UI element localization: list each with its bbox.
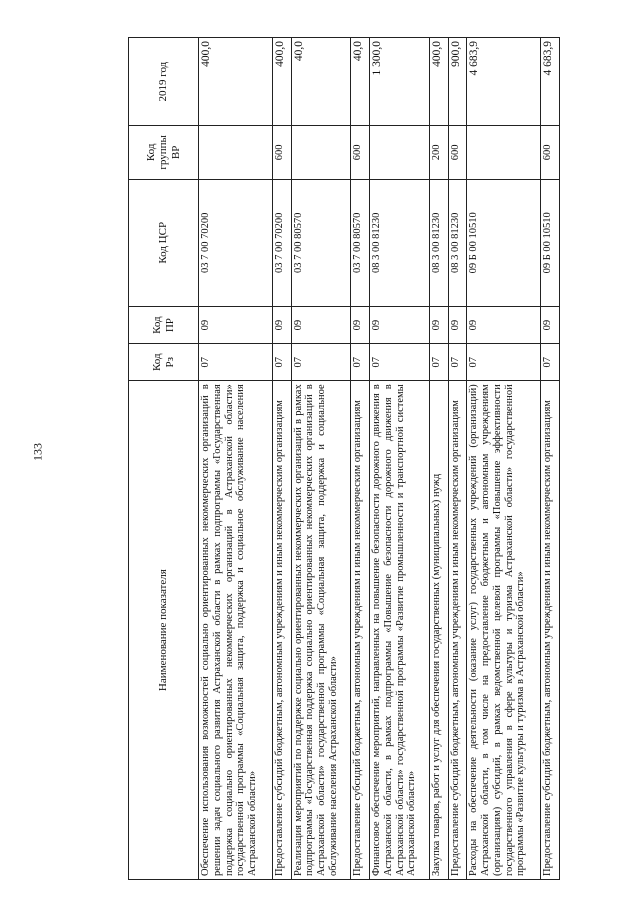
row-csr: 08 3 00 81230 [429,179,448,307]
row-amount: 40,0 [291,38,351,126]
row-pr: 09 [291,307,351,344]
header-name: Наименование показателя [129,381,199,880]
row-rz: 07 [370,344,430,381]
row-pr: 09 [429,307,448,344]
row-name: Обеспечение использования возможностей социально ориентированных некоммерческих организаций в решении задач социального развития Астраханской области в рамках подпрограммы «Государственная поддержка социально ориентированных некоммерческих организаций в Астраханской области» государственной программы «Социальная защита, поддержка и социальное обслуживание населения Астраханской области» [199,381,273,880]
row-rz: 07 [199,344,273,381]
row-csr: 09 Б 00 10510 [541,179,560,307]
row-name: Реализация мероприятий по поддержке социально ориентированных некоммерческих организаций в рамках подпрограммы «Государственная поддержка социально ориентированных некоммерческих организаций в Астраханской области» государственной программы «Социальная защита, поддержка и социальное обслуживание населения Астраханской области» [291,381,351,880]
row-csr: 08 3 00 81230 [448,179,467,307]
row-name: Предоставление субсидий бюджетным, автономным учреждениям и иным некоммерческим организациям [351,381,370,880]
table-row [291,38,351,880]
table-row [272,38,291,880]
row-vr [467,126,541,179]
row-pr: 09 [467,307,541,344]
table-row [541,38,560,880]
row-amount: 4 683,9 [541,38,560,126]
row-rz: 07 [291,344,351,381]
row-csr: 03 7 00 70200 [272,179,291,307]
row-pr: 09 [448,307,467,344]
header-csr: Код ЦСР [129,179,199,307]
row-pr: 09 [272,307,291,344]
row-vr: 600 [272,126,291,179]
row-name: Предоставление субсидий бюджетным, автономным учреждениям и иным некоммерческим организациям [541,381,560,880]
row-csr: 03 7 00 80570 [351,179,370,307]
row-name: Финансовое обеспечение мероприятий, направленных на повышение безопасности дорожного движения в Астраханской области, в рамках подпрограммы «Повышение безопасности дорожного движения в Астраханской области» государственной программы «Развитие промышленности и транспортной системы Астраханской области» [370,381,430,880]
row-amount: 400,0 [199,38,273,126]
row-rz: 07 [429,344,448,381]
table-header-row [129,38,199,880]
row-pr: 09 [351,307,370,344]
page-number: 133 [30,443,45,461]
table-row [467,38,541,880]
row-vr [291,126,351,179]
row-pr: 09 [370,307,430,344]
header-year: 2019 год [129,38,199,126]
table-row [199,38,273,880]
header-rz: Код Рз [129,344,199,381]
budget-table [128,37,560,880]
table-row [370,38,430,880]
row-vr: 600 [541,126,560,179]
row-rz: 07 [272,344,291,381]
row-amount: 400,0 [272,38,291,126]
row-csr: 08 3 00 81230 [370,179,430,307]
header-pr: Код ПР [129,307,199,344]
row-pr: 09 [541,307,560,344]
row-vr: 200 [429,126,448,179]
row-vr: 600 [351,126,370,179]
row-csr: 03 7 00 70200 [199,179,273,307]
row-name: Предоставление субсидий бюджетным, автономным учреждениям и иным некоммерческим организациям [272,381,291,880]
row-amount: 40,0 [351,38,370,126]
row-vr [199,126,273,179]
table-row [351,38,370,880]
row-amount: 4 683,9 [467,38,541,126]
row-rz: 07 [351,344,370,381]
header-vr: Код группы ВР [129,126,199,179]
row-rz: 07 [541,344,560,381]
row-name: Предоставление субсидий бюджетным, автономным учреждениям и иным некоммерческим организациям [448,381,467,880]
rotated-page-content [128,37,560,880]
row-vr: 600 [448,126,467,179]
row-rz: 07 [467,344,541,381]
row-amount: 1 300,0 [370,38,430,126]
row-amount: 400,0 [429,38,448,126]
row-rz: 07 [448,344,467,381]
row-amount: 900,0 [448,38,467,126]
row-name: Закупка товаров, работ и услуг для обеспечения государственных (муниципальных) нужд [429,381,448,880]
row-name: Расходы на обеспечение деятельности (оказание услуг) государственных учреждений (организаций) Астраханской области, в том числе на предоставление бюджетным и автономным учреждениям (организациям) субсидий, в рамках ведомственной целевой программы «Повышение эффективности государственного управления в сфере культуры и туризма Астраханской области» государственной программы «Развитие культуры и туризма в Астраханской области» [467,381,541,880]
table-row [429,38,448,880]
table-row [448,38,467,880]
row-csr: 09 Б 00 10510 [467,179,541,307]
row-vr [370,126,430,179]
row-pr: 09 [199,307,273,344]
row-csr: 03 7 00 80570 [291,179,351,307]
